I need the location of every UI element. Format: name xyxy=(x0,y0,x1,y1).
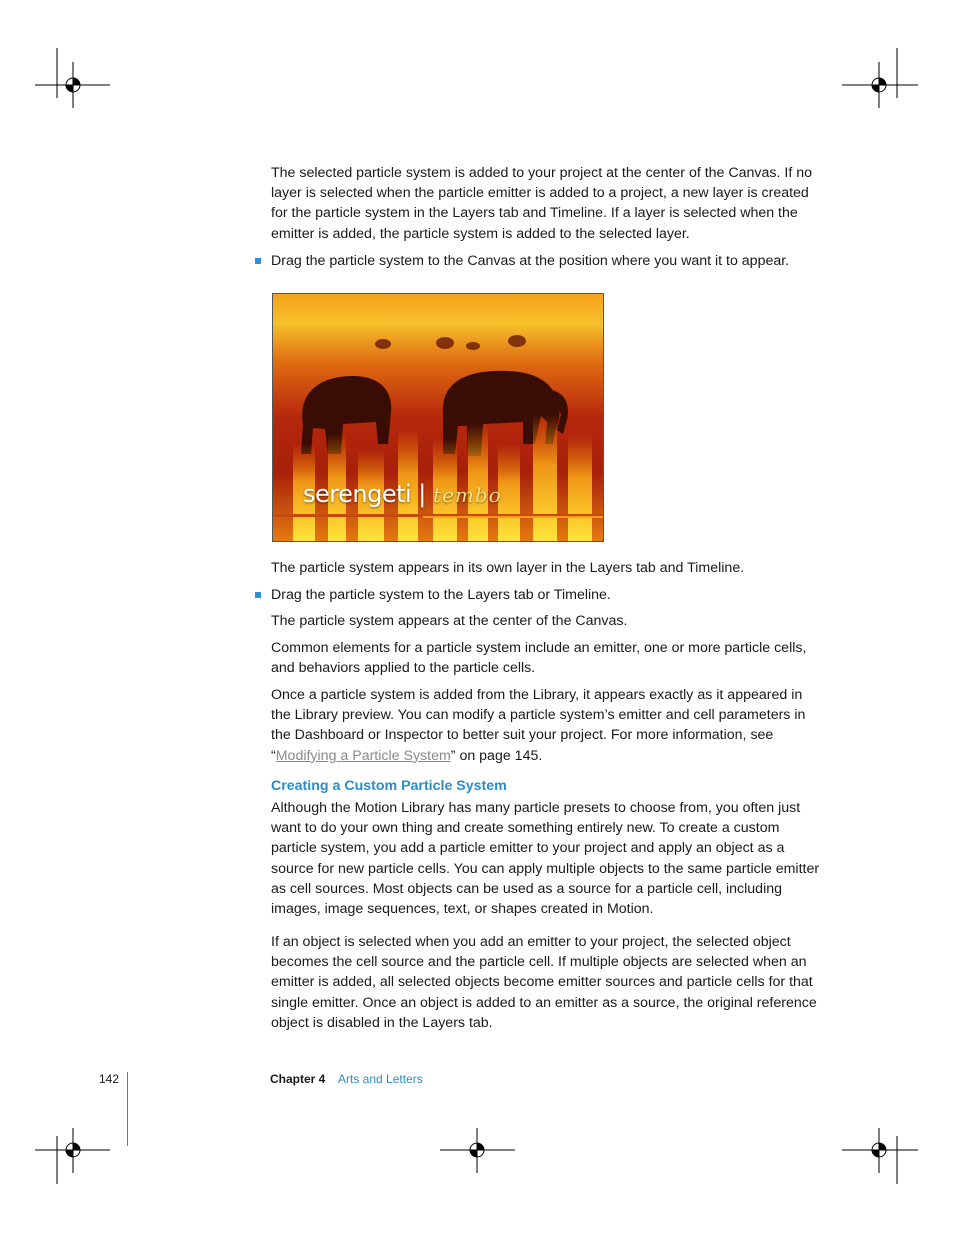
bullet-marker xyxy=(255,258,261,264)
figure-title-script: tembo xyxy=(433,483,502,507)
bullet-marker xyxy=(255,592,261,598)
paragraph-center-canvas: The particle system appears at the center of the Canvas. xyxy=(271,613,628,629)
footer-chapter-title: Arts and Letters xyxy=(338,1072,423,1086)
paragraph-common-elements: Common elements for a particle system include an emitter, one or more particle cells, and behaviors applied to the particle cells. xyxy=(271,640,807,677)
serengeti-figure xyxy=(272,293,604,542)
paragraph-selected-particle-system: The selected particle system is added to your project at the center of the Canvas. If no layer is selected when the particle emitter is added to a project, a new layer is created for the particle system in the Layers tab and Timeline. If a layer is selected when the emitter is added, the particle system is added to the selected layer. xyxy=(271,165,812,242)
footer-chapter: Chapter 4 xyxy=(270,1072,326,1086)
paragraph-object-selected: If an object is selected when you add an emitter to your project, the selected object becomes the cell source and the particle cell. If multiple objects are selected when an emitter is added, all selected objects become emitter sources and particle cells for that single emitter. Once an object is added to an emitter as a source, the original reference object is disabled in the Layers tab. xyxy=(271,934,817,1031)
figure-title xyxy=(303,480,502,508)
paragraph-custom-particle: Although the Motion Library has many particle presets to choose from, you often just want to do your own thing and create something entirely new. To create a custom particle system, you add a particle emitter to your project and apply an object as a source for new particle cells. You can apply multiple objects to the same particle emitter as cell sources. Most objects can be used as a source for a particle cell, including images, image sequences, text, or shapes created in Motion. xyxy=(271,800,820,918)
bullet-drag-to-canvas: Drag the particle system to the Canvas at the position where you want it to appear. xyxy=(271,253,790,269)
bullet-drag-to-layers: Drag the particle system to the Layers tab or Timeline. xyxy=(271,587,611,603)
figure-title-main: serengeti | xyxy=(303,480,426,508)
section-heading: Creating a Custom Particle System xyxy=(271,778,507,794)
footer-rule xyxy=(127,1072,128,1146)
paragraph-library-preview: Once a particle system is added from the Library, it appears exactly as it appeared in the Library preview. You can modify a particle system’s emitter and cell parameters in the Dashboard or Inspector to better suit your project. For more information, see “Modifying a Particle System” on page 145. xyxy=(271,687,806,764)
page-number: 142 xyxy=(99,1072,120,1086)
caption-own-layer: The particle system appears in its own layer in the Layers tab and Timeline. xyxy=(271,560,745,576)
link-modifying-particle-system[interactable]: Modifying a Particle System xyxy=(275,747,451,764)
